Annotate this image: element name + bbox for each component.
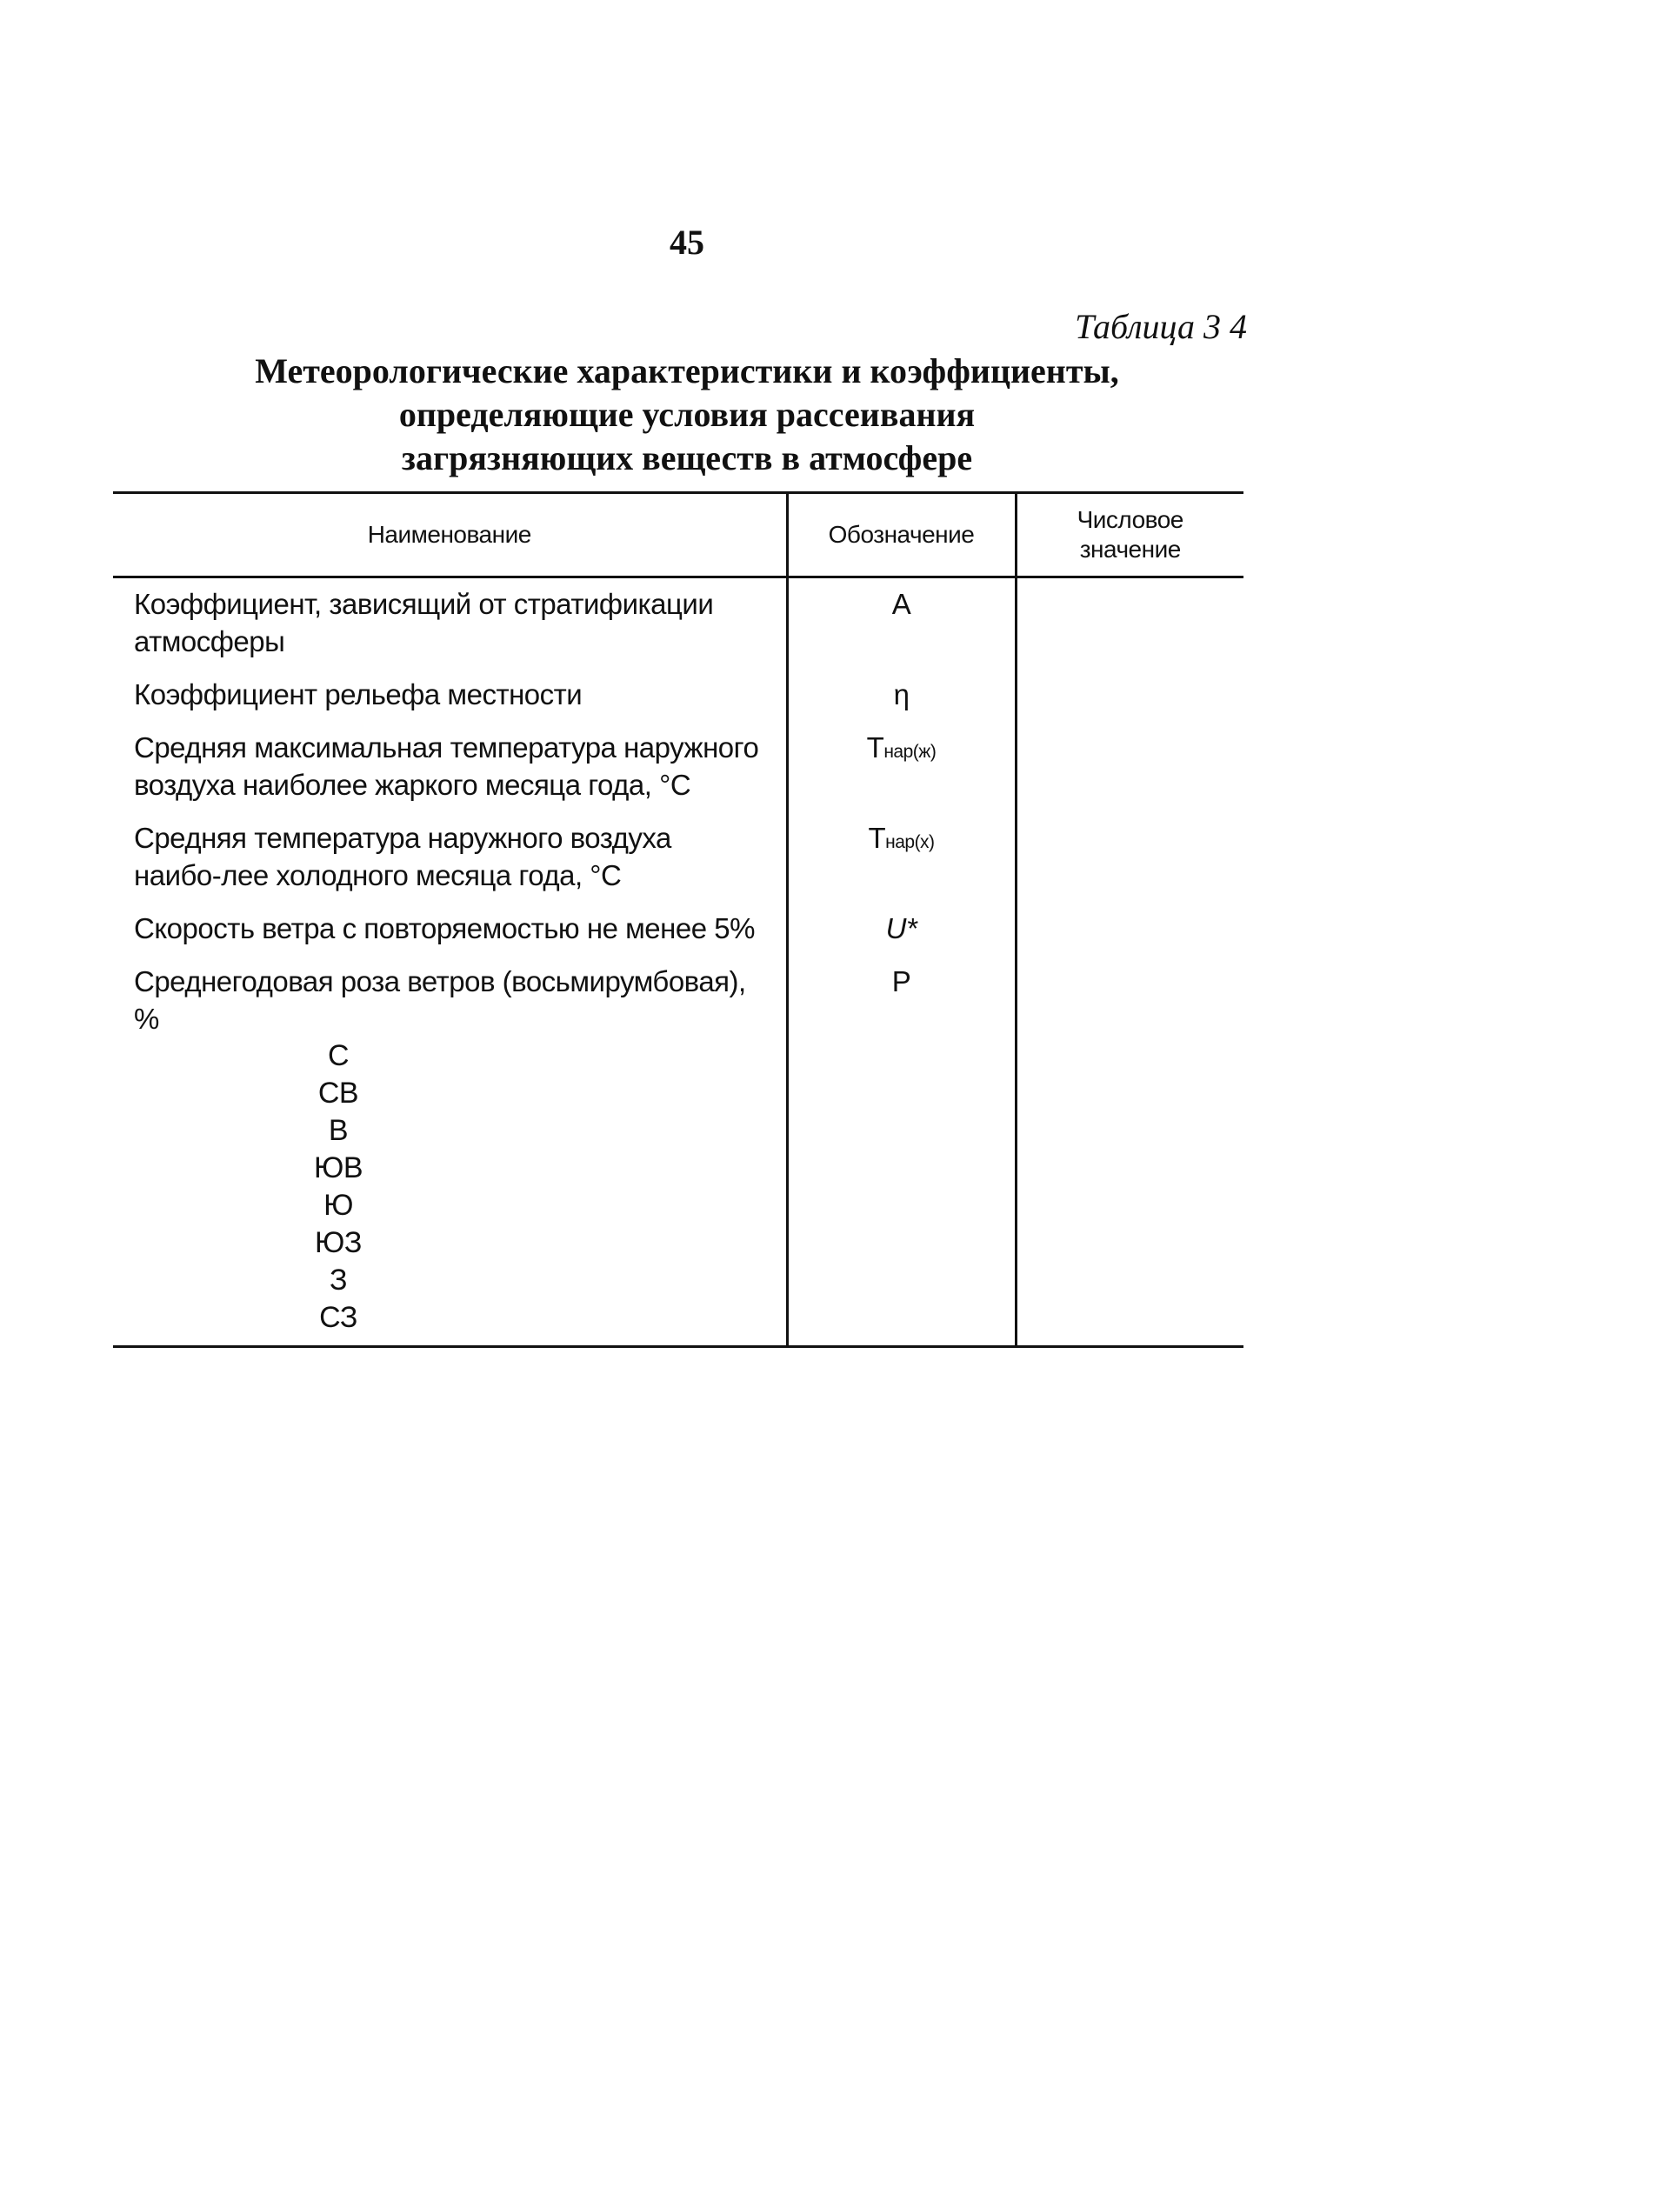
- row-value: [1016, 577, 1243, 670]
- header-value: [1016, 493, 1243, 577]
- symbol-main: Т: [866, 731, 884, 764]
- row-name: [113, 956, 787, 1347]
- row-symbol: A: [787, 577, 1016, 670]
- table-row: [113, 903, 1243, 956]
- row-value: [1016, 956, 1243, 1347]
- row-symbol: [787, 812, 1016, 903]
- row-symbol: η: [787, 669, 1016, 722]
- table-caption: Таблица 3 4: [1075, 307, 1247, 346]
- wind-direction: С: [327, 1039, 350, 1072]
- table-title: [113, 350, 1261, 480]
- row-name: Коэффициент, зависящий от стратификации атмосферы: [134, 588, 714, 657]
- wind-direction: З: [329, 1264, 348, 1297]
- row-name: Средняя максимальная температура наружного воздуха наиболее жаркого месяца года, °С: [134, 731, 759, 801]
- header-name: Наименование: [113, 493, 787, 577]
- page-number: 45: [670, 223, 704, 262]
- wind-direction: ЮВ: [313, 1151, 363, 1184]
- row-symbol: P: [787, 956, 1016, 1347]
- table-row: [113, 722, 1243, 812]
- table-row: [113, 956, 1243, 1347]
- table-title-line: определяющие условия рассеивания: [398, 395, 976, 434]
- row-name: Скорость ветра с повторяемостью не менее 5%: [134, 912, 755, 944]
- row-symbol: [787, 722, 1016, 812]
- row-symbol: U*: [787, 903, 1016, 956]
- row-value: [1016, 903, 1243, 956]
- table-row: [113, 669, 1243, 722]
- header-symbol: Обозначение: [787, 493, 1016, 577]
- wind-direction: СЗ: [319, 1301, 357, 1334]
- table-row: [113, 812, 1243, 903]
- wind-direction: Ю: [323, 1189, 353, 1222]
- wind-direction: СВ: [317, 1077, 359, 1110]
- table-header-row: [113, 493, 1243, 577]
- row-value: [1016, 669, 1243, 722]
- row-value: [1016, 812, 1243, 903]
- header-value-line: значение: [1079, 536, 1181, 563]
- row-name-text: Среднегодовая роза ветров (восьмирумбовая), %: [134, 965, 746, 1035]
- symbol-subscript: нар(х): [885, 832, 935, 852]
- row-name: Коэффициент рельефа местности: [134, 678, 583, 710]
- meteorology-table: [113, 491, 1243, 1348]
- symbol-subscript: нар(ж): [883, 742, 937, 762]
- table-row: [113, 577, 1243, 670]
- header-value-line: Числовое: [1077, 506, 1183, 533]
- row-name: Средняя температура наружного воздуха наибо-лее холодного месяца года, °С: [134, 822, 671, 891]
- symbol-main: Т: [868, 822, 886, 854]
- table-title-line: Метеорологические характеристики и коэффициенты,: [255, 351, 1119, 390]
- table-title-line: загрязняющих веществ в атмосфере: [401, 438, 973, 477]
- wind-direction-list: [134, 1037, 765, 1337]
- row-value: [1016, 722, 1243, 812]
- wind-direction: В: [328, 1114, 349, 1147]
- wind-direction: ЮЗ: [315, 1226, 362, 1259]
